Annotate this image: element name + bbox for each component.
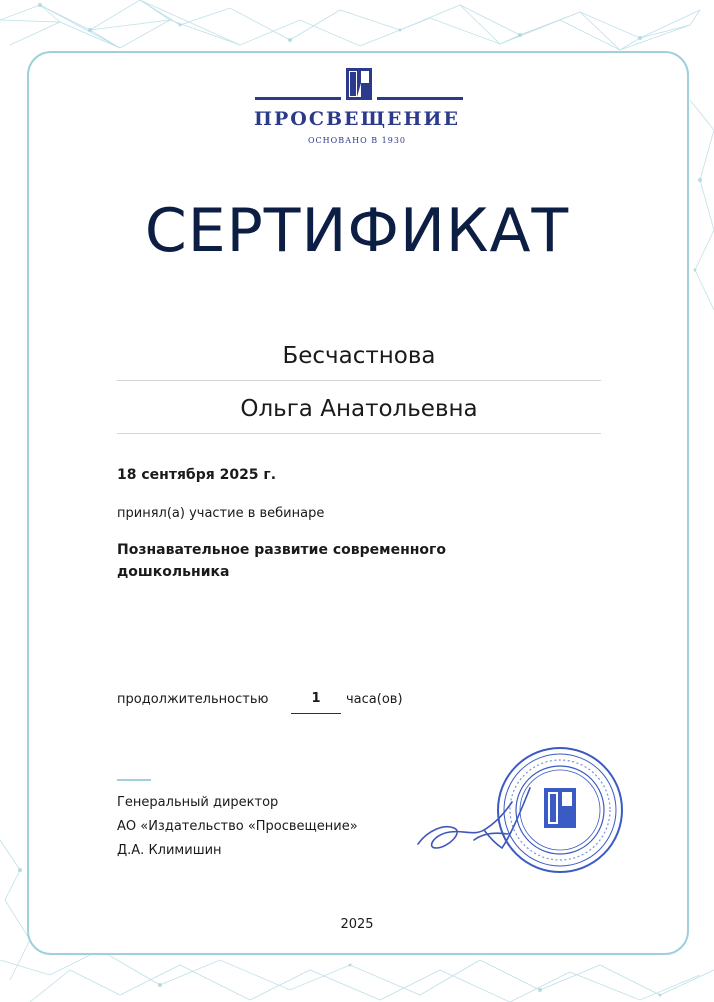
signatory-organization: АО «Издательство «Просвещение»: [117, 819, 358, 834]
certificate-title: СЕРТИФИКАТ: [144, 196, 570, 266]
signatory-name: Д.А. Климишин: [117, 843, 222, 858]
given-names-rule: [117, 433, 601, 434]
signature-icon: [418, 788, 530, 848]
logo-rule-right: [377, 97, 463, 100]
logo-rule-left: [255, 97, 341, 100]
duration-label: продолжительностью: [117, 692, 269, 707]
recipient-given-names: Ольга Анатольевна: [240, 396, 478, 422]
certificate-date: 18 сентября 2025 г.: [117, 467, 277, 483]
prosveshchenie-logo-icon: [346, 68, 372, 100]
duration-rule: [291, 713, 341, 714]
logo-founded: ОСНОВАНО В 1930: [307, 136, 406, 145]
webinar-title: Познавательное развитие современного дошкольника: [117, 542, 446, 580]
recipient-surname: Бесчастнова: [282, 343, 436, 369]
logo-name: ПРОСВЕЩЕНИЕ: [254, 108, 460, 130]
stamp-seal-icon: [414, 744, 636, 876]
signatory-position: Генеральный директор: [117, 795, 279, 810]
participation-text: принял(а) участие в вебинаре: [117, 506, 325, 521]
duration-unit: часа(ов): [346, 692, 403, 707]
publisher-logo: [0, 68, 714, 148]
certificate-year: 2025: [340, 917, 374, 932]
surname-rule: [117, 380, 601, 381]
accent-dash: [117, 779, 151, 781]
duration-value: 1: [311, 691, 321, 706]
